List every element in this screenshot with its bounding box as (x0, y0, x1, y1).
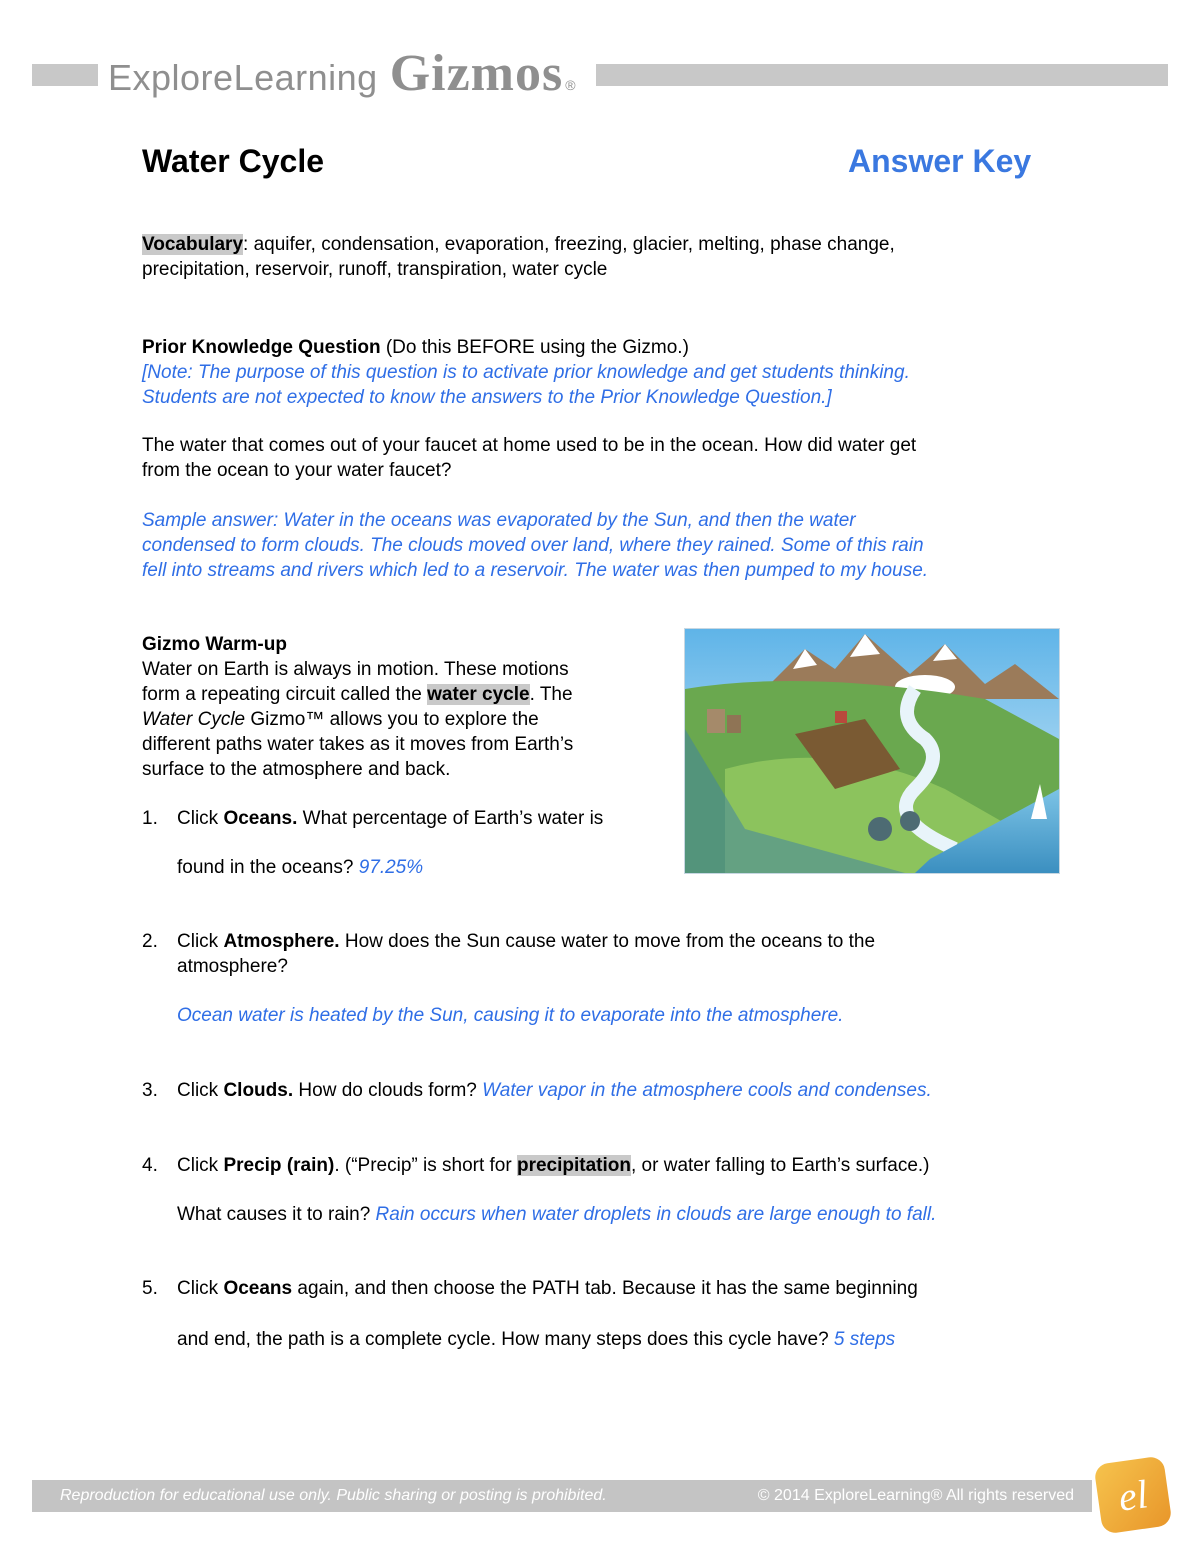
question-3-number: 3. (142, 1080, 158, 1101)
footer-bar (32, 1480, 1092, 1512)
question-5-line-2: and end, the path is a complete cycle. How many steps does this cycle have? 5 steps (177, 1329, 896, 1350)
question-2-line-1: Click Atmosphere. How does the Sun cause water to move from the oceans to the (177, 931, 876, 952)
vocabulary-label: Vocabulary (142, 234, 244, 255)
water-cycle-term: water cycle (427, 684, 530, 705)
vocabulary-line-2: precipitation, reservoir, runoff, transpiration, water cycle (142, 259, 608, 280)
water-cycle-illustration (684, 628, 1060, 874)
question-3-line-1: Click Clouds. How do clouds form? Water vapor in the atmosphere cools and condenses. (177, 1080, 932, 1101)
brand-explorelearning: ExploreLearning (108, 57, 378, 98)
question-2-line-2: atmosphere? (177, 956, 288, 977)
question-2-answer: Ocean water is heated by the Sun, causing it to evaporate into the atmosphere. (177, 1005, 844, 1026)
warmup-block: Gizmo Warm-up Water on Earth is always in motion. These motions form a repeating circuit called the water cycle. The Water Cycle Gizmo™ allows you to explore the different paths water takes as it moves from Earth’s surface to the atmosphere and back. (142, 634, 574, 780)
question-2-number: 2. (142, 931, 158, 952)
question-4-line-2: What causes it to rain? Rain occurs when water droplets in clouds are large enough to fall. (177, 1204, 937, 1225)
header-bar-left (32, 64, 98, 86)
brand-logo (108, 44, 576, 104)
vocabulary-block (142, 232, 895, 282)
brand-gizmos: Gizmos (389, 45, 564, 102)
question-5-number: 5. (142, 1278, 158, 1299)
prior-knowledge-answer: Sample answer: Water in the oceans was evaporated by the Sun, and then the water condensed to form clouds. The clouds moved over land, where they rained. Some of this rain fell into streams and rivers which led to a reservoir. The water was then pumped to my house. (142, 510, 929, 581)
header-bar-right (596, 64, 1168, 86)
question-1-answer: 97.25% (358, 857, 424, 878)
question-1-line-1: Click Oceans. What percentage of Earth’s water is (177, 808, 604, 829)
question-5-answer: 5 steps (833, 1329, 896, 1350)
page-title: Water Cycle (142, 143, 324, 179)
brand-registered: ® (565, 77, 576, 93)
question-4-line-1: Click Precip (rain). (“Precip” is short for precipitation, or water falling to Earth’s surface.) (177, 1155, 930, 1176)
prior-knowledge-note: [Note: The purpose of this question is to activate prior knowledge and get students thinking. Students are not expected to know the answers to the Prior Knowledge Question.] (142, 362, 910, 408)
question-1-number: 1. (142, 808, 158, 829)
answer-key-label: Answer Key (848, 143, 1032, 179)
precipitation-term: precipitation (516, 1155, 631, 1176)
question-4-answer: Rain occurs when water droplets in clouds are large enough to fall. (375, 1204, 937, 1225)
explorelearning-logo-icon: el (1093, 1455, 1172, 1534)
question-5-line-1: Click Oceans again, and then choose the PATH tab. Because it has the same beginning (177, 1278, 918, 1299)
warmup-heading: Gizmo Warm-up (142, 634, 287, 655)
prior-knowledge-heading: Prior Knowledge Question (Do this BEFORE using the Gizmo.) (142, 337, 689, 358)
footer-reproduction-notice: Reproduction for educational use only. Public sharing or posting is prohibited. (60, 1487, 607, 1504)
vocabulary-line-1: Vocabulary: aquifer, condensation, evaporation, freezing, glacier, melting, phase change, (142, 234, 895, 255)
question-4-number: 4. (142, 1155, 158, 1176)
question-3-answer: Water vapor in the atmosphere cools and condenses. (482, 1080, 932, 1101)
question-1-line-2: found in the oceans? 97.25% (177, 857, 424, 878)
footer-copyright: © 2014 ExploreLearning® All rights reserved (757, 1487, 1074, 1504)
prior-knowledge-question: The water that comes out of your faucet at home used to be in the ocean. How did water get from the ocean to your water faucet? (142, 435, 917, 481)
